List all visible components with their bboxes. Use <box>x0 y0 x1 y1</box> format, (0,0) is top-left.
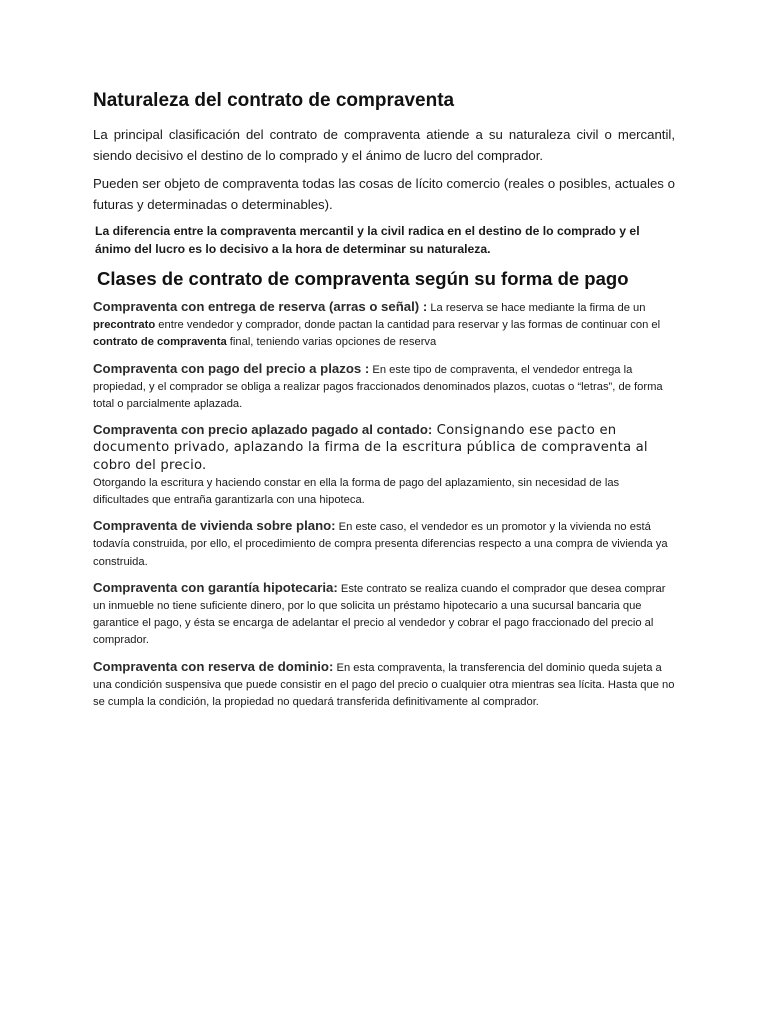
paragraph-classification: La principal clasificación del contrato de compraventa atiende a su naturaleza civil o mercantil, siendo decisivo el destino de lo comprado y el ánimo de lucro del comprador. <box>93 127 675 163</box>
page-title: Naturaleza del contrato de compraventa <box>93 90 455 111</box>
section-text: entre vendedor y comprador, donde pactan la cantidad para reservar y las formas de continuar con el <box>155 319 661 332</box>
section-text: La reserva se hace mediante la firma de un <box>427 302 646 314</box>
section-text-large: Consignando ese pacto en documento privado, aplazando la firma de la escritura pública de compraventa al cobro del precio. <box>93 423 648 473</box>
section-plazos <box>93 360 675 414</box>
section-heading: Compraventa con pago del precio a plazos : <box>93 360 370 376</box>
section-text: Este contrato se realiza cuando el comprador que desea comprar un inmueble no tiene suficiente dinero, por lo que solicita un préstamo hipotecario a una sucursal bancaria que garantice el pago, y ésta se encarga de adelantar el precio al vendedor y cobrar el pago fraccionado del precio al comprador. <box>93 582 666 647</box>
section-text: En este tipo de compraventa, el vendedor entrega la propiedad, y el comprador se obliga a realizar pagos fraccionados denominados plazos, cuotas o “letras”, de forma total o parcialmente aplazada. <box>93 363 663 411</box>
section-reserva <box>93 298 675 352</box>
section-text: final, teniendo varias opciones de reserva <box>226 336 437 349</box>
section-precio-aplazado <box>93 421 675 509</box>
section-sobre-plano <box>93 517 675 571</box>
paragraph-object: Pueden ser objeto de compraventa todas las cosas de lícito comercio (reales o posibles, actuales o futuras y determinadas o determinables). <box>93 176 675 212</box>
section-bold-term: contrato de compraventa <box>93 336 227 349</box>
section-heading: Compraventa con reserva de dominio: <box>93 658 334 674</box>
document-page <box>93 88 675 719</box>
section-heading: Compraventa de vivienda sobre plano: <box>93 518 336 534</box>
section-reserva-dominio <box>93 658 675 712</box>
note-difference: La diferencia entre la compraventa mercantil y la civil radica en el destino de lo comprado y el ánimo del lucro es lo decisivo a la hora de determinar su naturaleza. <box>95 224 640 256</box>
section-text: En este caso, el vendedor es un promotor y la vivienda no está todavía construida, por ello, el procedimiento de compra presenta diferencias respecto a una compra de vivienda ya construida. <box>93 521 668 568</box>
section-heading: Compraventa con precio aplazado pagado al contado: <box>93 422 433 438</box>
section-heading: Compraventa con garantía hipotecaria: <box>93 579 338 595</box>
section-text: Otorgando la escritura y haciendo constar en ella la forma de pago del aplazamiento, sin necesidad de las dificultades que entraña garantizarla con una hipoteca. <box>93 476 620 507</box>
section-title: Clases de contrato de compraventa según su forma de pago <box>97 268 629 289</box>
section-heading: Compraventa con entrega de reserva (arras o señal) : <box>93 299 428 314</box>
section-text: En esta compraventa, la transferencia del dominio queda sujeta a una condición suspensiva que puede consistir en el pago del precio o cualquier otra mientras sea lícita. Hasta que no se cumpla la condición, la propiedad no quedará transferida definitivamente al comprador. <box>93 661 675 709</box>
section-bold-term: precontrato <box>93 319 156 332</box>
section-hipotecaria <box>93 579 675 650</box>
